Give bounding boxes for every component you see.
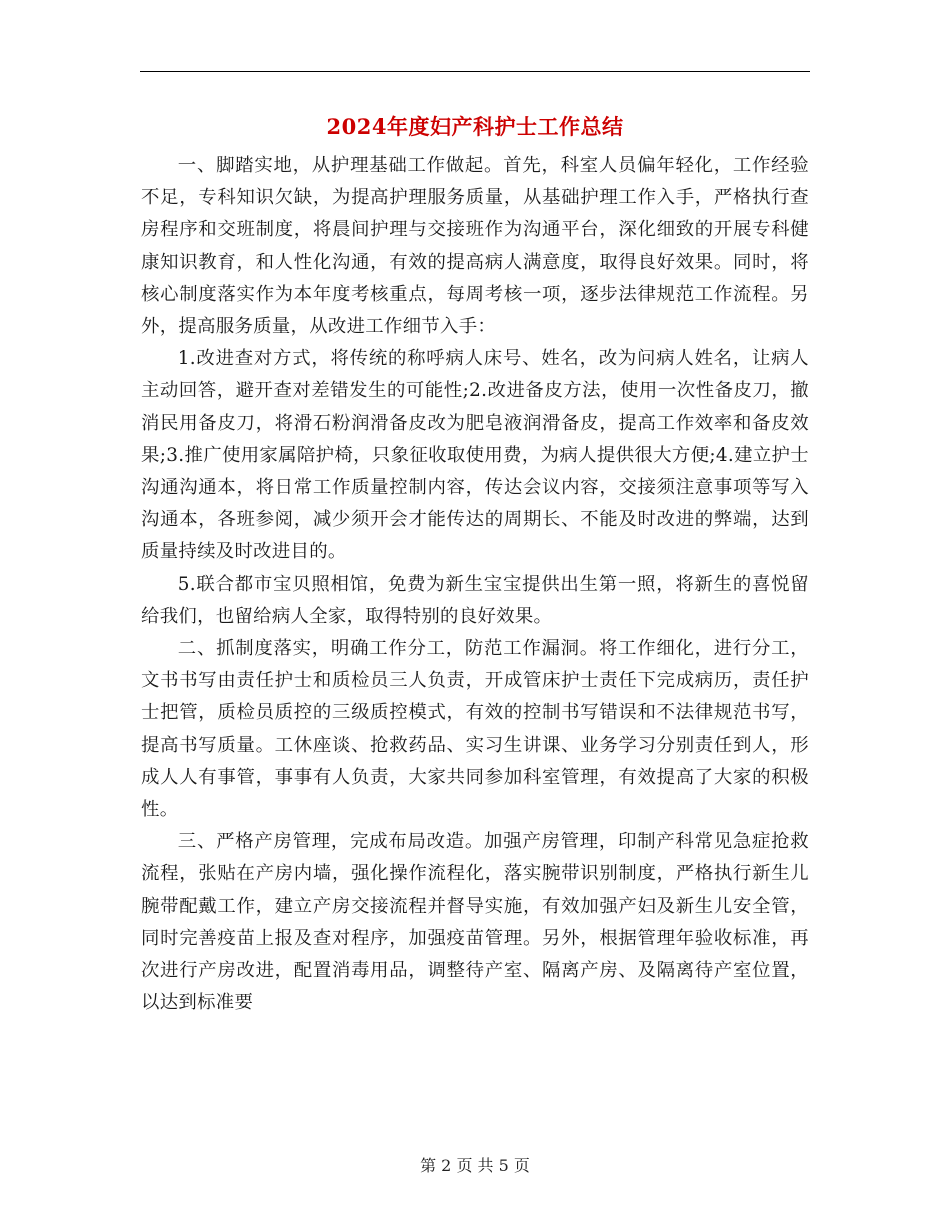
header-rule [140, 71, 810, 72]
document-body [141, 150, 809, 1019]
paragraph-section-3: 三、严格产房管理，完成布局改造。加强产房管理，印制产科常见急症抢救流程，张贴在产房内墙，强化操作流程化，落实腕带识别制度，严格执行新生儿腕带配戴工作，建立产房交接流程并督导实施，有效加强产妇及新生儿安全管，同时完善疫苗上报及查对程序，加强疫苗管理。另外，根据管理年验收标准，再次进行产房改进，配置消毒用品，调整待产室、隔离产房、及隔离待产室位置，以达到标准要 [141, 831, 809, 1014]
document-title: 2024年度妇产科护士工作总结 [326, 114, 624, 139]
page-number-footer: 第 2 页 共 5 页 [420, 1156, 530, 1175]
paragraph-improvement-5: 5.联合都市宝贝照相馆，免费为新生宝宝提供出生第一照，将新生的喜悦留给我们，也留给病人全家，取得特别的良好效果。 [141, 573, 809, 627]
paragraph-improvements-1-4: 1.改进查对方式，将传统的称呼病人床号、姓名，改为问病人姓名，让病人主动回答，避开查对差错发生的可能性;2.改进备皮方法，使用一次性备皮刀，撤消民用备皮刀，将滑石粉润滑备皮改为肥皂液润滑备皮，提高工作效率和备皮效果;3.推广使用家属陪护椅，只象征收取使用费，为病人提供很大方便;4.建立护士沟通沟通本，将日常工作质量控制内容，传达会议内容，交接须注意事项等写入沟通本，各班参阅，减少须开会才能传达的周期长、不能及时改进的弊端，达到质量持续及时改进目的。 [141, 348, 809, 563]
paragraph-section-1: 一、脚踏实地，从护理基础工作做起。首先，科室人员偏年轻化，工作经验不足，专科知识欠缺，为提高护理服务质量，从基础护理工作入手，严格执行查房程序和交班制度，将晨间护理与交接班作为沟通平台，深化细致的开展专科健康知识教育，和人性化沟通，有效的提高病人满意度，取得良好效果。同时，将核心制度落实作为本年度考核重点，每周考核一项，逐步法律规范工作流程。另外，提高服务质量，从改进工作细节入手： [141, 155, 809, 338]
paragraph-section-2: 二、抓制度落实，明确工作分工，防范工作漏洞。将工作细化，进行分工，文书书写由责任护士和质检员三人负责，开成管床护士责任下完成病历，责任护士把管，质检员质控的三级质控模式，有效的控制书写错误和不法律规范书写，提高书写质量。工休座谈、抢救药品、实习生讲课、业务学习分别责任到人，形成人人有事管，事事有人负责，大家共同参加科室管理，有效提高了大家的积极性。 [141, 638, 809, 821]
